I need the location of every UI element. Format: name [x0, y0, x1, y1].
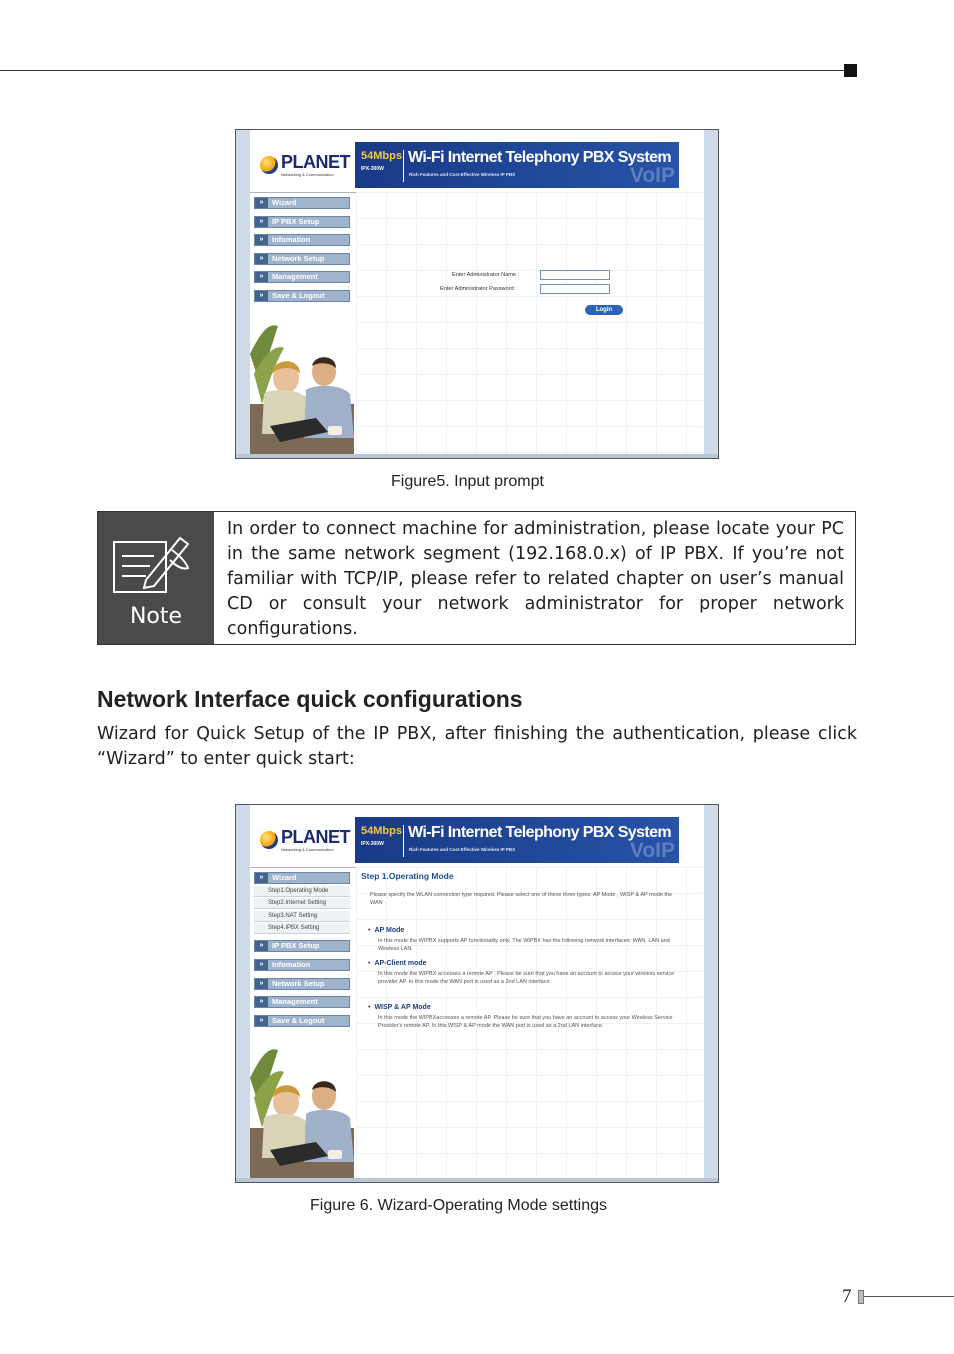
wizard-step-title: Step 1.Operating Mode	[361, 871, 454, 881]
logo-tagline: Networking & Communication	[281, 172, 334, 177]
footer-rule	[864, 1296, 954, 1297]
figure6-caption: Figure 6. Wizard-Operating Mode settings	[310, 1197, 608, 1214]
wizard-step-1[interactable]	[254, 886, 350, 897]
header-rule	[0, 70, 848, 71]
logo-brand: PLANET	[281, 827, 350, 847]
note-pen-icon	[110, 528, 200, 600]
bullet-icon: •	[368, 1004, 371, 1011]
nav-ip-pbx-setup[interactable]	[254, 216, 350, 228]
figure5-caption: Figure5. Input prompt	[391, 473, 544, 490]
note-sidebar	[98, 512, 214, 644]
planet-logo	[260, 152, 370, 182]
people-at-laptop-photo	[250, 1038, 354, 1178]
nav-label: Management	[272, 272, 318, 282]
banner-title: Wi-Fi Internet Telephony PBX System	[408, 149, 672, 166]
wizard-content-area	[356, 867, 704, 1178]
people-at-laptop-photo	[250, 314, 354, 454]
login-content-area	[356, 192, 704, 454]
banner-speed: 54Mbps	[361, 150, 402, 162]
chevron-double-right-icon: »	[255, 1016, 268, 1026]
nav-label: Infomation	[272, 235, 311, 245]
wizard-step-label: Step1.Operating Mode	[268, 887, 329, 894]
banner-voip-watermark: VoIP	[629, 839, 675, 862]
login-button[interactable]: Login	[585, 305, 623, 315]
product-banner	[355, 817, 679, 863]
banner-title: Wi-Fi Internet Telephony PBX System	[408, 824, 672, 841]
mode-name: AP Mode	[374, 927, 405, 934]
banner-model: IPX-300W	[361, 166, 384, 172]
wizard-step-label: Step3.NAT Setting	[268, 912, 318, 919]
figure5-browser-page	[250, 130, 704, 458]
nav-label: Wizard	[272, 198, 297, 207]
nav-network-setup[interactable]	[254, 253, 350, 265]
wizard-step-label: Step2.Internet Setting	[268, 900, 327, 907]
mode-wisp-ap	[368, 996, 678, 1030]
wizard-step-3[interactable]	[254, 911, 350, 922]
figure5-screenshot	[235, 129, 719, 459]
nav-information[interactable]	[254, 959, 350, 971]
nav-label: Network Setup	[272, 253, 325, 263]
chevron-double-right-icon: »	[255, 235, 268, 245]
bullet-icon: •	[368, 960, 371, 967]
note-text: In order to connect machine for administration, please locate your PC in the same network segment (192.168.0.x) of IP PBX. If you’re not familiar with TCP/IP, please refer to related chapter on user’s manual CD or consult your network administrator for proper network configurations.	[227, 519, 844, 639]
figure6-browser-page	[250, 805, 704, 1182]
logo-tagline: Networking & Communication	[281, 847, 334, 852]
wizard-step-label: Step4.IPBX Setting	[268, 925, 320, 932]
nav-label: Wizard	[272, 873, 297, 882]
nav-save-logout[interactable]	[254, 1015, 350, 1027]
banner-divider	[403, 825, 404, 857]
chevron-double-right-icon: »	[255, 960, 268, 970]
planet-globe-icon	[260, 156, 278, 174]
admin-password-label: Enter Administrator Password :	[440, 286, 517, 292]
admin-password-input[interactable]	[540, 284, 610, 294]
chevron-double-right-icon: »	[255, 979, 268, 989]
figure6-bottom-strip	[236, 1178, 718, 1182]
section-heading: Network Interface quick configurations	[97, 686, 523, 712]
nav-ip-pbx-setup[interactable]	[254, 940, 350, 952]
nav-management[interactable]	[254, 271, 350, 283]
figure6-screenshot	[235, 804, 719, 1183]
chevron-double-right-icon: »	[255, 997, 268, 1007]
bullet-icon: •	[368, 927, 371, 934]
mode-description: In this mode the WIPBX accesses a remote AP . Please be sure that you have an account to access your wireless service provider AP. In this mode the WAN port is used as a 2nd LAN interface.	[378, 971, 675, 985]
admin-name-label: Enter Administrator Name :	[452, 272, 520, 278]
wizard-intro-text: Please specify the WLAN connection type required. Please select one of these three types: AP Mode , WISP & AP mode the WAN	[370, 892, 673, 906]
banner-voip-watermark: VoIP	[629, 164, 675, 187]
header-square-marker	[844, 64, 857, 77]
banner-model: IPX-300W	[361, 841, 384, 847]
nav-label: Save & Logout	[272, 1015, 325, 1025]
nav-management[interactable]	[254, 996, 350, 1008]
page-number-marker	[858, 1290, 864, 1304]
mode-name: WISP & AP Mode	[374, 1004, 431, 1011]
nav-label: Network Setup	[272, 978, 325, 988]
chevron-double-right-icon: »	[255, 254, 268, 264]
planet-logo	[260, 827, 370, 857]
nav-label: Save & Logout	[272, 290, 325, 300]
section-paragraph: Wizard for Quick Setup of the IP PBX, after finishing the authentication, please click “Wizard” to enter quick start:	[97, 724, 857, 769]
planet-globe-icon	[260, 831, 278, 849]
nav-label: Management	[272, 997, 318, 1007]
mode-ap-client	[368, 952, 678, 986]
figure5-sidebar-nav	[254, 197, 350, 309]
nav-wizard[interactable]	[254, 872, 350, 884]
figure5-bottom-strip	[236, 454, 718, 458]
page-number: 7	[842, 1286, 852, 1307]
mode-description: In this mode the WIPBX supports AP functionality only. The WIPBX has the following network interfaces: WAN, LAN and Wireless LAN.	[378, 938, 670, 952]
chevron-double-right-icon: »	[255, 941, 268, 951]
logo-brand: PLANET	[281, 152, 350, 172]
banner-subtitle: Rich Features and Cost-Effective Wireless IP PBX	[409, 172, 516, 177]
nav-label: IP PBX Setup	[272, 941, 320, 951]
banner-subtitle: Rich Features and Cost-Effective Wireless IP PBX	[409, 847, 516, 852]
chevron-double-right-icon: »	[255, 291, 268, 301]
nav-label: IP PBX Setup	[272, 216, 320, 226]
nav-wizard[interactable]	[254, 197, 350, 209]
banner-divider	[403, 150, 404, 182]
banner-speed: 54Mbps	[361, 825, 402, 837]
product-banner	[355, 142, 679, 188]
admin-name-input[interactable]	[540, 270, 610, 280]
nav-network-setup[interactable]	[254, 978, 350, 990]
mode-ap	[368, 919, 678, 953]
nav-information[interactable]	[254, 234, 350, 246]
chevron-double-right-icon: »	[255, 873, 268, 883]
mode-name: AP-Client mode	[374, 960, 427, 967]
chevron-double-right-icon: »	[255, 217, 268, 227]
mode-description: In this mode the WIPBXaccesses a remote AP. Please be sure that you have an account to access your Wireless Service Provider's remote AP. In this WISP & AP mode the WAN port is used as a 2nd LAN interface.	[378, 1015, 673, 1029]
note-label: Note	[129, 604, 183, 629]
nav-save-logout[interactable]	[254, 290, 350, 302]
wizard-step-4[interactable]	[254, 923, 350, 934]
chevron-double-right-icon: »	[255, 198, 268, 208]
figure6-sidebar-nav	[254, 872, 350, 1033]
nav-label: Infomation	[272, 959, 311, 969]
note-callout	[97, 511, 856, 645]
chevron-double-right-icon: »	[255, 272, 268, 282]
wizard-step-2[interactable]	[254, 898, 350, 909]
